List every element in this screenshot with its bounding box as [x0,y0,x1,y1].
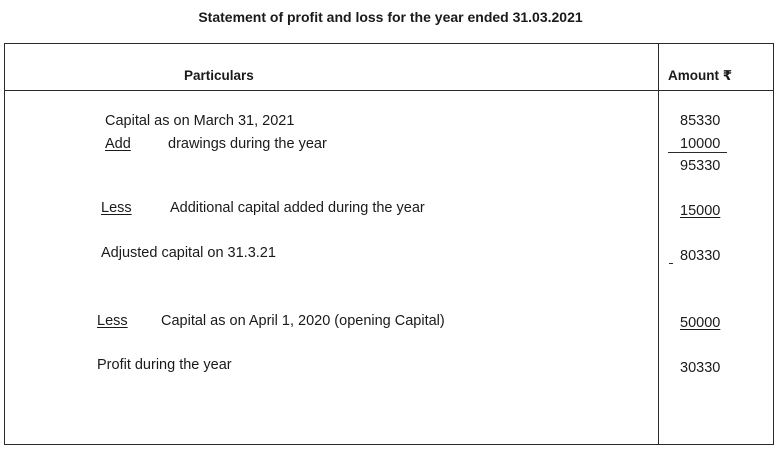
additional-capital-label: Additional capital added during the year [170,200,425,216]
amount-header: Amount ₹ [668,68,733,83]
capital-closing-label: Capital as on March 31, 2021 [105,113,295,129]
additional-capital-amount: 15000 [680,203,721,219]
less-prefix-2: Less [97,313,128,329]
less-prefix-1: Less [101,200,132,216]
drawings-amount: 10000 [680,136,721,152]
subtotal-amount: 95330 [680,158,721,174]
adjusted-dash [669,263,673,264]
profit-amount: 30330 [680,360,721,376]
add-prefix: Add [105,136,131,152]
drawings-label: drawings during the year [168,136,327,152]
statement-title: Statement of profit and loss for the year ended 31.03.2021 [198,9,583,25]
opening-capital-label: Capital as on April 1, 2020 (opening Capital) [161,313,445,329]
particulars-header: Particulars [184,68,254,83]
opening-capital-amount: 50000 [680,315,721,331]
column-divider [658,43,659,445]
drawings-rule [668,152,727,153]
adjusted-capital-label: Adjusted capital on 31.3.21 [101,245,276,261]
adjusted-capital-amount: 80330 [680,248,721,264]
profit-label: Profit during the year [97,357,232,373]
header-divider [4,90,774,91]
capital-closing-amount: 85330 [680,113,721,129]
